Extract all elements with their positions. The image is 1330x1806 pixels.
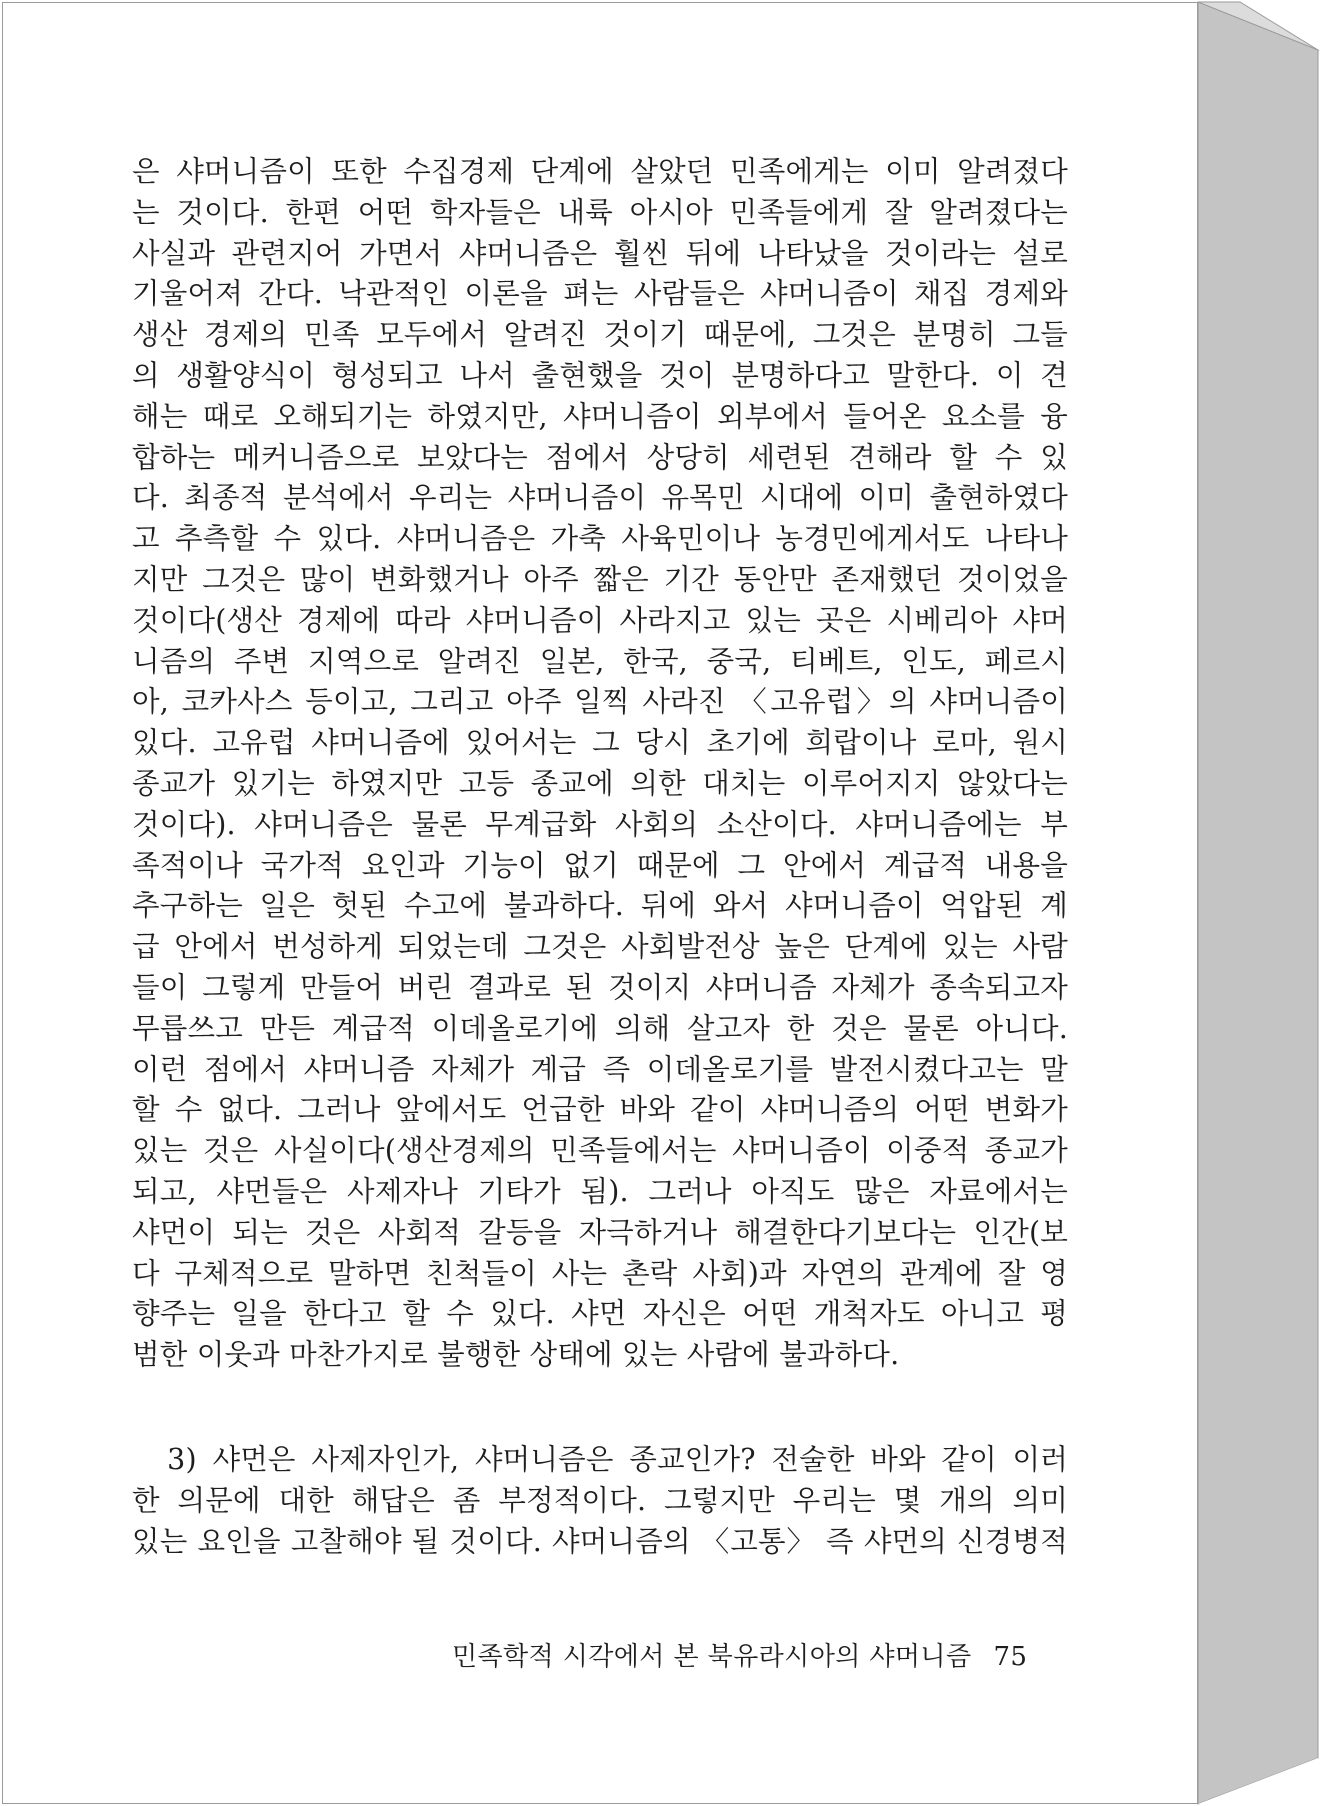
text-line: 샤먼이 되는 것은 사회적 갈등을 자극하거나 해결한다기보다는 인간(보 xyxy=(132,1215,1068,1249)
text-line: 되고, 샤먼들은 사제자나 기타가 됨). 그러나 아직도 많은 자료에서는 xyxy=(132,1174,1068,1208)
section-line: 있는 요인을 고찰해야 될 것이다. 샤머니즘의 〈고통〉 즉 샤먼의 신경병적 xyxy=(132,1524,1068,1558)
section-line: 3) 샤먼은 사제자인가, 샤머니즘은 종교인가? 전술한 바와 같이 이러 xyxy=(132,1442,1068,1476)
text-line: 아, 코카사스 등이고, 그리고 아주 일찍 사라진 〈고유럽〉의 샤머니즘이 xyxy=(132,685,1068,719)
text-line: 것이다). 샤머니즘은 물론 무계급화 사회의 소산이다. 샤머니즘에는 부 xyxy=(132,807,1068,841)
text-line: 범한 이웃과 마찬가지로 불행한 상태에 있는 사람에 불과하다. xyxy=(132,1338,900,1372)
text-line: 의 생활양식이 형성되고 나서 출현했을 것이 분명하다고 말한다. 이 견 xyxy=(132,358,1068,392)
text-line: 다 구체적으로 말하면 친척들이 사는 촌락 사회)과 자연의 관계에 잘 영 xyxy=(132,1256,1068,1290)
text-line: 기울어져 간다. 낙관적인 이론을 펴는 사람들은 샤머니즘이 채집 경제와 xyxy=(132,277,1068,311)
text-line: 해는 때로 오해되기는 하였지만, 샤머니즘이 외부에서 들어온 요소를 융 xyxy=(132,399,1068,433)
text-line: 할 수 없다. 그러나 앞에서도 언급한 바와 같이 샤머니즘의 어떤 변화가 xyxy=(132,1093,1068,1127)
text-line: 추구하는 일은 헛된 수고에 불과하다. 뒤에 와서 샤머니즘이 억압된 계 xyxy=(132,889,1068,923)
text-line: 종교가 있기는 하였지만 고등 종교에 의한 대치는 이루어지지 않았다는 xyxy=(132,766,1068,800)
text-line: 족적이나 국가적 요인과 기능이 없기 때문에 그 안에서 계급적 내용을 xyxy=(132,848,1068,882)
text-line: 무릅쓰고 만든 계급적 이데올로기에 의해 살고자 한 것은 물론 아니다. xyxy=(132,1011,1068,1045)
text-line: 니즘의 주변 지역으로 알려진 일본, 한국, 중국, 티베트, 인도, 페르시 xyxy=(132,644,1068,678)
text-line: 합하는 메커니즘으로 보았다는 점에서 상당히 세련된 견해라 할 수 있 xyxy=(132,440,1068,474)
text-line: 있는 것은 사실이다(생산경제의 민족들에서는 샤머니즘이 이중적 종교가 xyxy=(132,1134,1068,1168)
text-line: 다. 최종적 분석에서 우리는 샤머니즘이 유목민 시대에 이미 출현하였다 xyxy=(132,481,1068,515)
section-line: 한 의문에 대한 해답은 좀 부정적이다. 그렇지만 우리는 몇 개의 의미 xyxy=(132,1483,1068,1517)
page-edge-right xyxy=(1198,2,1318,1804)
text-line: 생산 경제의 민족 모두에서 알려진 것이기 때문에, 그것은 분명히 그들 xyxy=(132,318,1068,352)
page-number: 75 xyxy=(993,1642,1028,1672)
text-line: 들이 그렇게 만들어 버린 결과로 된 것이지 샤머니즘 자체가 종속되고자 xyxy=(132,970,1068,1004)
running-title: 민족학적 시각에서 본 북유라시아의 샤머니즘 xyxy=(452,1642,972,1672)
page-footer xyxy=(452,1637,1048,1677)
text-line: 향주는 일을 한다고 할 수 있다. 샤먼 자신은 어떤 개척자도 아니고 평 xyxy=(132,1297,1068,1331)
text-line: 이런 점에서 샤머니즘 자체가 계급 즉 이데올로기를 발전시켰다고는 말 xyxy=(132,1052,1068,1086)
text-line: 있다. 고유럽 샤머니즘에 있어서는 그 당시 초기에 희랍이나 로마, 원시 xyxy=(132,726,1068,760)
text-line: 지만 그것은 많이 변화했거나 아주 짧은 기간 동안만 존재했던 것이었을 xyxy=(132,562,1068,596)
text-line: 급 안에서 번성하게 되었는데 그것은 사회발전상 높은 단계에 있는 사람 xyxy=(132,930,1068,964)
page-body-text xyxy=(132,152,1068,1562)
text-line: 사실과 관련지어 가면서 샤머니즘은 훨씬 뒤에 나타났을 것이라는 설로 xyxy=(132,236,1068,270)
text-line: 고 추측할 수 있다. 샤머니즘은 가축 사육민이나 농경민에게서도 나타나 xyxy=(132,522,1068,556)
text-line: 는 것이다. 한편 어떤 학자들은 내륙 아시아 민족들에게 잘 알려졌다는 xyxy=(132,195,1068,229)
paragraph-gap xyxy=(132,1376,1068,1440)
text-line: 은 샤머니즘이 또한 수집경제 단계에 살았던 민족에게는 이미 알려졌다 xyxy=(132,155,1068,188)
text-line: 것이다(생산 경제에 따라 샤머니즘이 사라지고 있는 곳은 시베리아 샤머 xyxy=(132,603,1068,637)
